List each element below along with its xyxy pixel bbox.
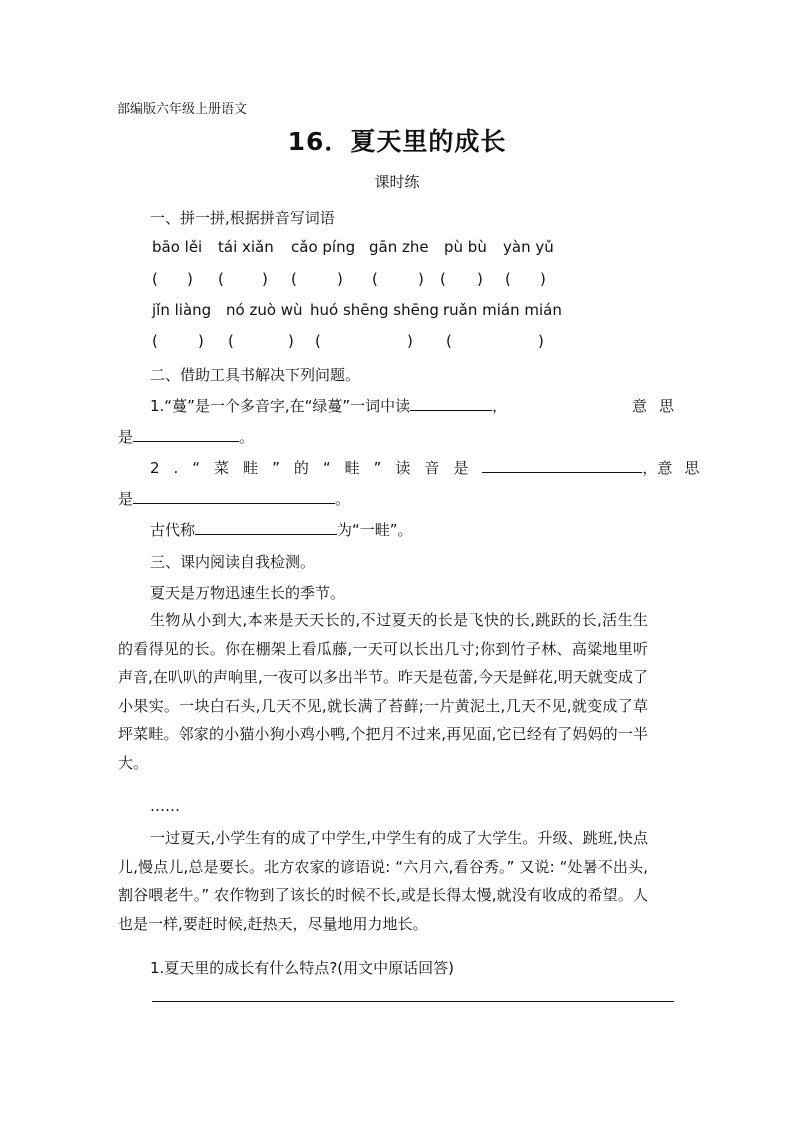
paren-open: ( <box>446 332 452 350</box>
section1-heading: 一、拼一拼,根据拼音写词语 <box>150 209 335 227</box>
paren-open: ( <box>372 270 378 288</box>
pinyin-item: nó zuò wù <box>226 301 303 319</box>
answer-blank-meaning-2[interactable] <box>133 488 335 504</box>
question-2-1-line-2 <box>118 426 254 447</box>
question-2-2-text: 2.“菜畦”的“畦”读音是 <box>150 459 483 477</box>
paren-close: ) <box>538 332 544 350</box>
pinyin-item: cǎo píng <box>291 238 356 256</box>
paren-close: ) <box>477 270 483 288</box>
pinyin-item: huó shēng shēng <box>310 301 439 319</box>
question-2-3 <box>150 519 413 540</box>
answer-blank-pronunciation[interactable] <box>410 395 492 411</box>
comma: ， <box>642 459 658 477</box>
paren-close: ) <box>288 332 294 350</box>
meaning-label: 意思 <box>657 459 712 477</box>
pinyin-item: yàn yǔ <box>503 238 554 256</box>
paren-open: ( <box>152 332 158 350</box>
pinyin-item: gān zhe <box>369 238 429 256</box>
pinyin-item: bāo lěi <box>152 238 203 256</box>
answer-blank-ancient-term[interactable] <box>195 519 337 535</box>
paren-open: ( <box>505 270 511 288</box>
meaning-label: 意思 <box>631 397 686 415</box>
question-2-3-prefix: 古代称 <box>150 521 196 539</box>
section3-heading: 三、课内阅读自我检测。 <box>150 553 316 571</box>
paren-open: ( <box>152 270 158 288</box>
paren-open: ( <box>291 270 297 288</box>
line-prefix: 是 <box>118 428 134 446</box>
paren-close: ) <box>198 332 204 350</box>
paren-open: ( <box>315 332 321 350</box>
pinyin-item: tái xiǎn <box>218 238 274 256</box>
question-2-2-line-2 <box>118 488 350 509</box>
question-2-1-text-wrap <box>150 395 507 416</box>
page-title: 16．夏天里的成长 <box>287 127 507 156</box>
ellipsis: …… <box>150 797 180 815</box>
question-2-3-suffix: 为“一畦”。 <box>337 521 413 539</box>
paren-close: ) <box>187 270 193 288</box>
paren-close: ) <box>262 270 268 288</box>
paren-open: ( <box>228 332 234 350</box>
period: 。 <box>239 428 255 446</box>
answer-blank-pronunciation-2[interactable] <box>482 457 642 473</box>
question-2-1-line-1 <box>118 395 686 416</box>
paren-close: ) <box>337 270 343 288</box>
pinyin-item: ruǎn mián mián <box>443 301 562 319</box>
paren-close: ) <box>418 270 424 288</box>
paren-open: ( <box>218 270 224 288</box>
section2-heading: 二、借助工具书解决下列问题。 <box>150 366 361 384</box>
paren-close: ) <box>540 270 546 288</box>
paren-close: ) <box>407 332 413 350</box>
period: 。 <box>335 490 351 508</box>
question-2-2-text-wrap <box>150 457 657 478</box>
document-header: 部编版六年级上册语文 <box>117 102 248 117</box>
answer-line[interactable] <box>152 1001 674 1002</box>
reading-paragraph-2: 生物从小到大,本来是天天长的,不过夏天的长是飞快的长,跳跃的长,活生生的看得见的长。你在棚架上看瓜藤,一天可以长出几寸;你到竹子林、高粱地里听声音,在叭叭的声响里,一夜可以多出半节。昨天是苞蕾,今天是鲜花,明天就变成了小果实。一块白石头,几天不见,就长满了苔藓;一片黄泥土,几天不见,就变成了草坪菜畦。邻家的小猫小狗小鸡小鸭,个把月不过来,再见面,它已经有了妈妈的一半大。 <box>118 611 648 772</box>
pinyin-item: jǐn liàng <box>152 301 212 319</box>
reading-paragraph-1: 夏天是万物迅速生长的季节。 <box>150 584 346 602</box>
reading-paragraph-3: 一过夏天,小学生有的成了中学生,中学生有的成了大学生。升级、跳班,快点儿,慢点儿,总是要长。北方农家的谚语说: “六月六,看谷秀。” 又说: “处暑不出头,割谷喂老牛。” 农作物到了该长的时候不长,或是长得太慢,就没有收成的希望。人也是一样,要赶时候,赶热天，尽量地用力地长。 <box>118 829 648 933</box>
answer-blank-meaning[interactable] <box>133 426 239 442</box>
reading-question-1: 1.夏天里的成长有什么特点?(用文中原话回答) <box>150 959 454 977</box>
line-prefix: 是 <box>118 490 134 508</box>
page-subtitle: 课时练 <box>374 173 420 191</box>
comma: ， <box>492 397 508 415</box>
question-2-2-line-1 <box>118 457 712 478</box>
question-2-1-text: 1.“蔓”是一个多音字,在“绿蔓”一词中读 <box>150 397 411 415</box>
paren-open: ( <box>440 270 446 288</box>
pinyin-item: pù bù <box>444 238 487 256</box>
